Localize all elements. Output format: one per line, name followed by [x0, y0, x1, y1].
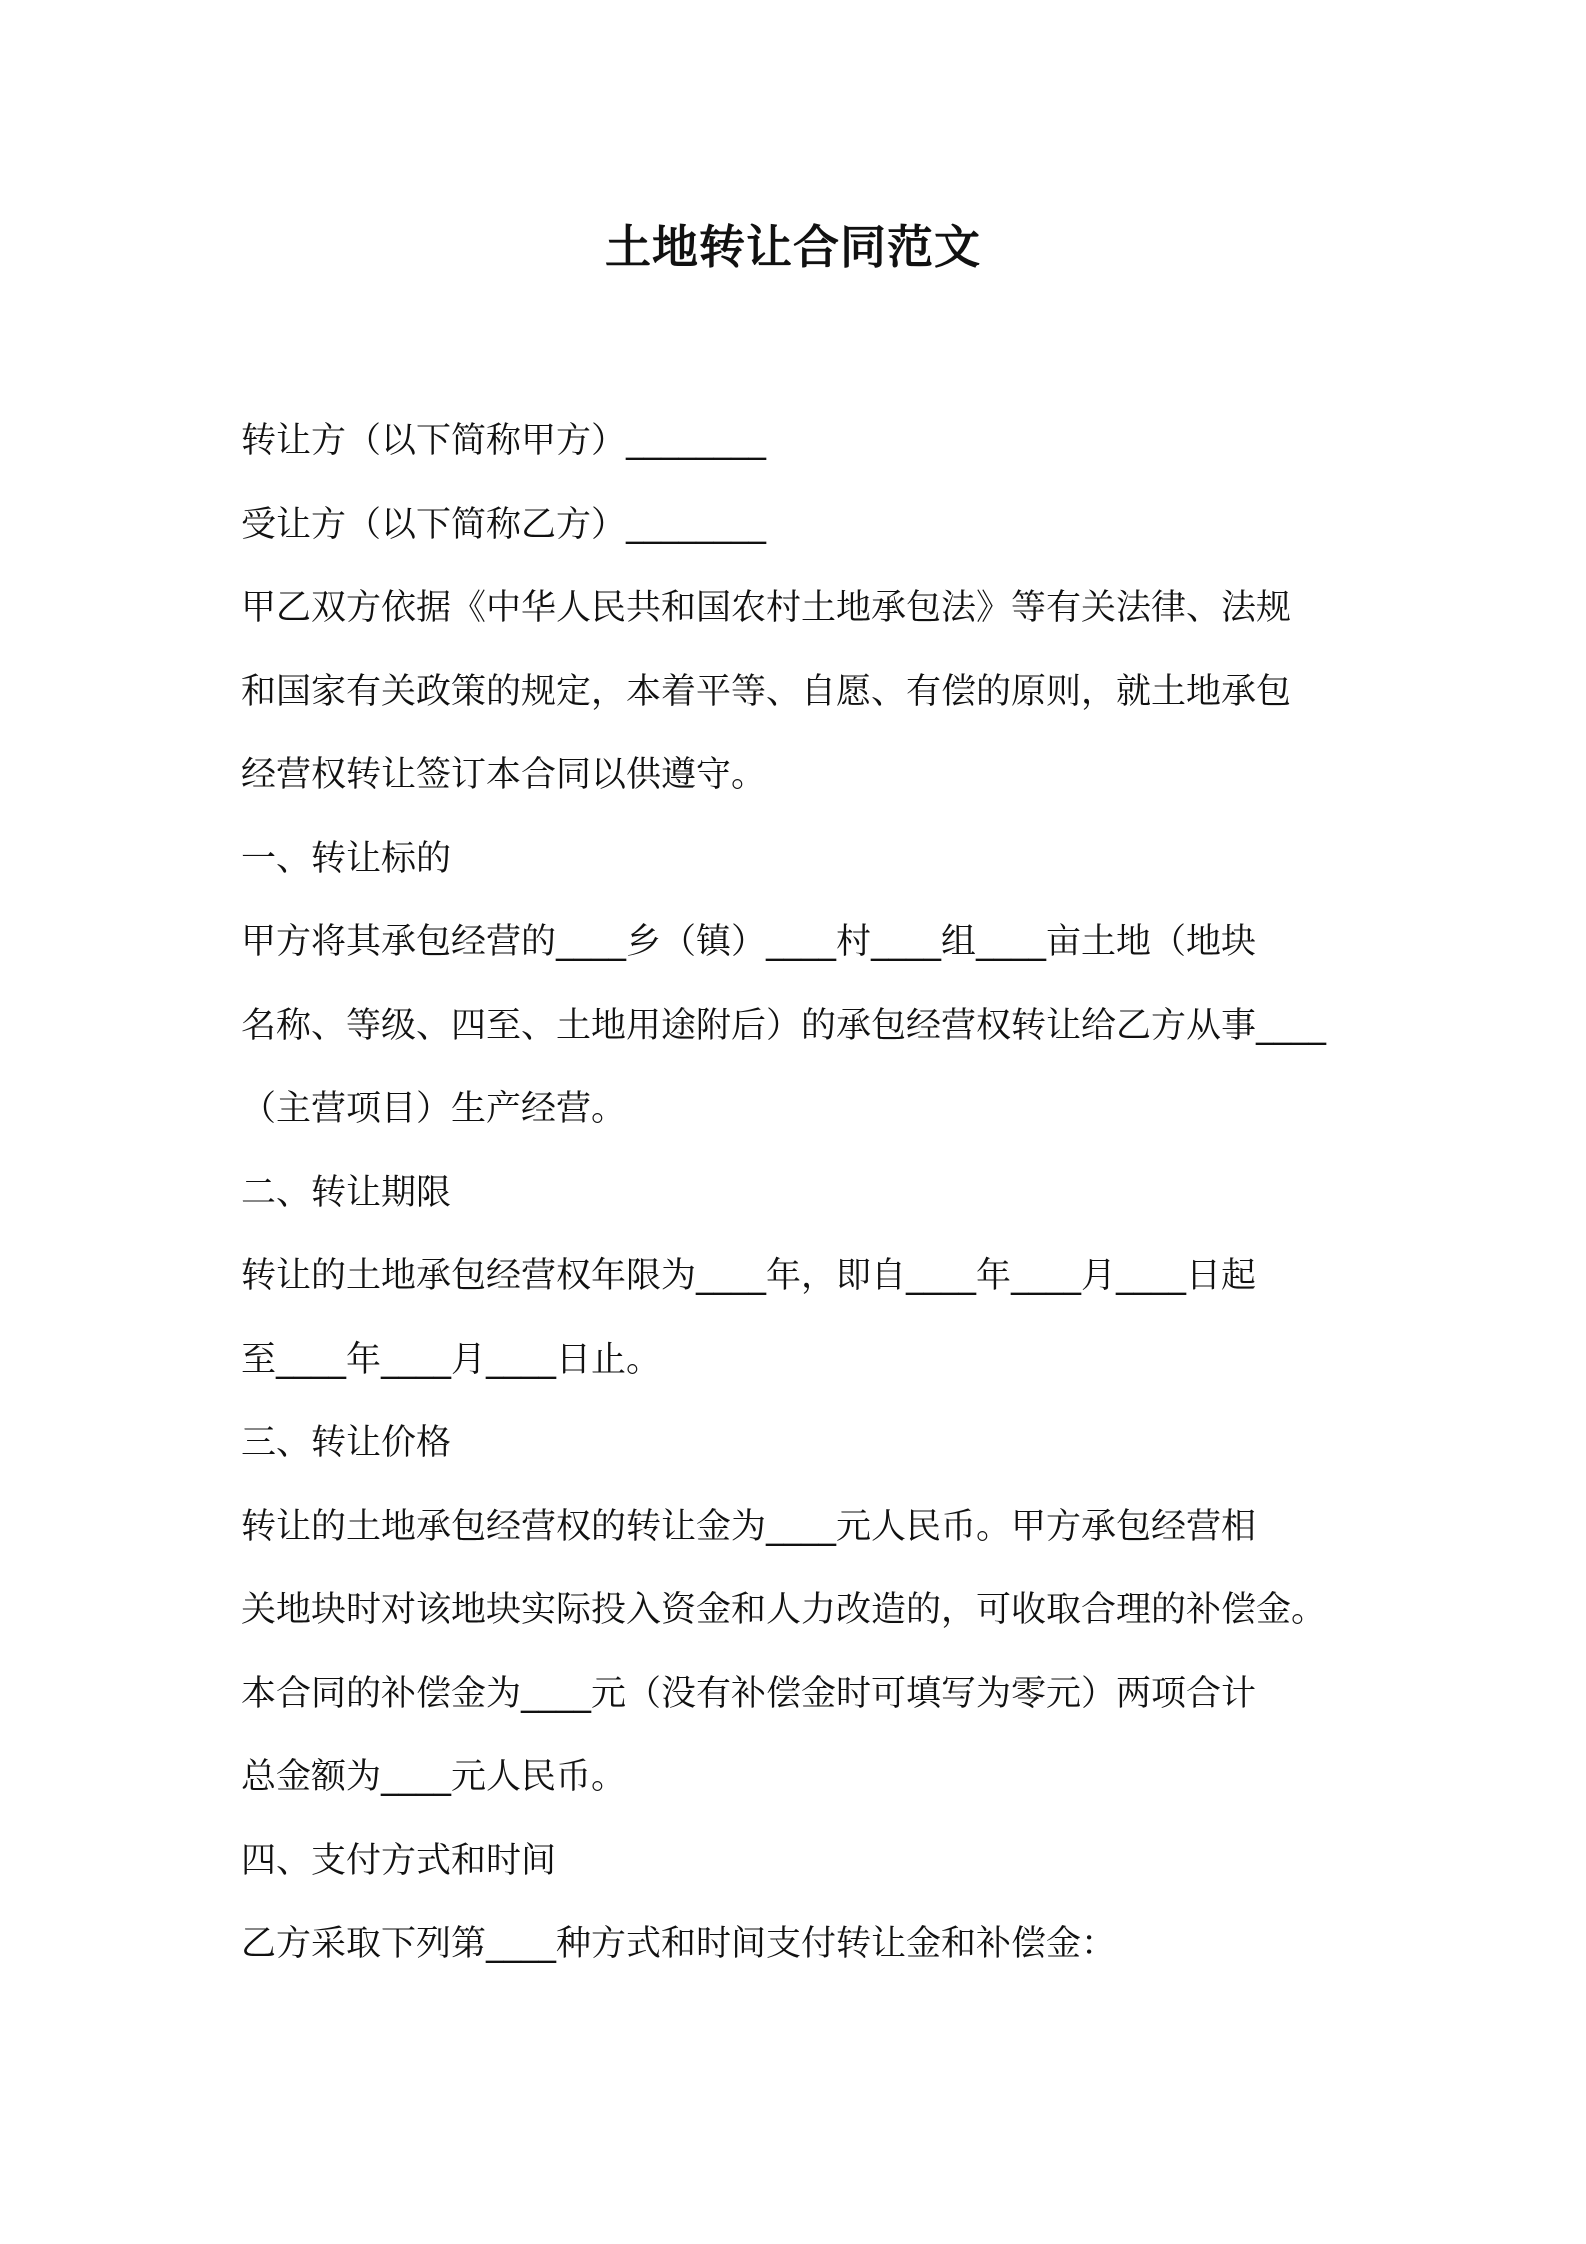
section-3-line-4: 总金额为____元人民币。	[241, 1757, 627, 1797]
section-2-line-1: 转让的土地承包经营权年限为____年，即自____年____月____日起	[241, 1256, 1257, 1296]
section-heading-1: 一、转让标的	[241, 838, 452, 879]
section-1-line-3: （主营项目）生产经营。	[241, 1089, 627, 1129]
section-3-line-3: 本合同的补偿金为____元（没有补偿金时可填写为零元）两项合计	[241, 1673, 1257, 1714]
document-title: 土地转让合同范文	[605, 220, 981, 274]
section-1-line-2: 名称、等级、四至、土地用途附后）的承包经营权转让给乙方从事____	[241, 1005, 1327, 1046]
section-heading-4: 四、支付方式和时间	[241, 1840, 557, 1881]
section-heading-3: 三、转让价格	[241, 1423, 452, 1463]
section-heading-2: 二、转让期限	[241, 1172, 452, 1213]
line-transferor: 转让方（以下简称甲方）________	[241, 421, 767, 461]
paragraph-preamble-line-2: 和国家有关政策的规定，本着平等、自愿、有偿的原则，就土地承包	[241, 671, 1292, 712]
paragraph-preamble-line-1: 甲乙双方依据《中华人民共和国农村土地承包法》等有关法律、法规	[241, 588, 1292, 628]
paragraph-preamble-line-3: 经营权转让签订本合同以供遵守。	[241, 755, 767, 795]
line-transferee: 受让方（以下简称乙方）________	[241, 504, 767, 545]
section-1-line-1: 甲方将其承包经营的____乡（镇）____村____组____亩土地（地块	[241, 922, 1257, 962]
section-2-line-2: 至____年____月____日止。	[241, 1339, 662, 1380]
section-3-line-2: 关地块时对该地块实际投入资金和人力改造的，可收取合理的补偿金。	[241, 1590, 1327, 1630]
section-3-line-1: 转让的土地承包经营权的转让金为____元人民币。甲方承包经营相	[241, 1506, 1257, 1547]
contract-body	[241, 400, 1351, 1987]
section-4-line-1: 乙方采取下列第____种方式和时间支付转让金和补偿金：	[241, 1924, 1117, 1964]
